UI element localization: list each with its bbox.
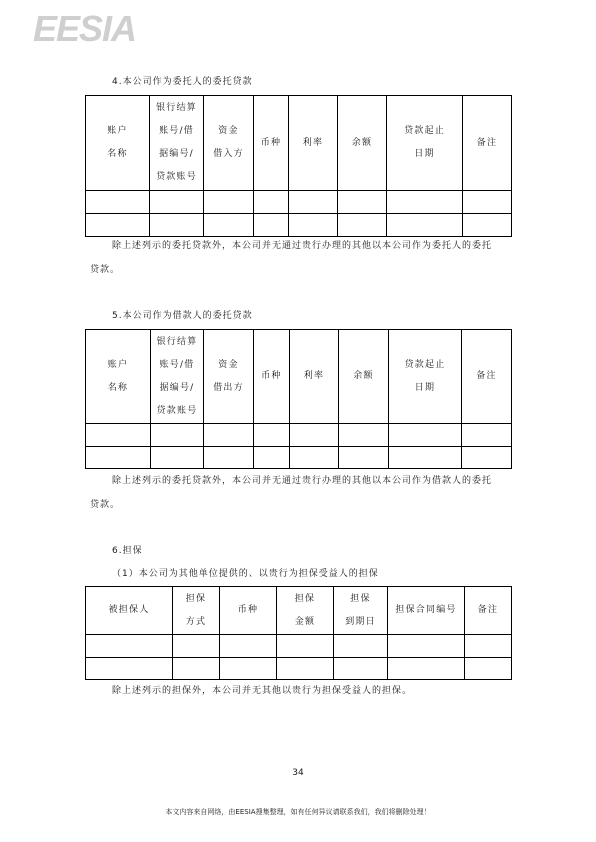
header-line: 币种 xyxy=(237,605,259,615)
header-line: 备注 xyxy=(476,137,498,148)
header-line: 名称 xyxy=(107,382,129,393)
header-loan-period xyxy=(387,96,463,191)
entrusted-loan-as-principal-table xyxy=(85,95,512,237)
footer-disclaimer: 本文内容来自网络，由EESIA搜集整理，如有任何异议请联系我们，我们将删除处理！ xyxy=(165,808,431,816)
table-cell xyxy=(334,635,388,658)
table-cell xyxy=(86,424,151,447)
table-cell xyxy=(465,635,512,658)
header-remarks xyxy=(462,330,512,424)
table-row xyxy=(86,424,512,447)
header-currency xyxy=(220,587,277,635)
table-cell xyxy=(463,214,512,237)
table-cell xyxy=(289,191,338,214)
header-line: 担保 xyxy=(185,593,207,604)
header-line: 资金 xyxy=(218,359,239,370)
header-interest-rate xyxy=(289,96,338,191)
table-row xyxy=(86,214,512,237)
header-currency xyxy=(254,96,289,191)
header-guarantee-method xyxy=(173,587,220,635)
header-line: 被担保人 xyxy=(108,605,150,615)
table-cell xyxy=(277,635,334,658)
table-cell xyxy=(290,424,339,447)
header-line: 担保 xyxy=(350,593,371,604)
header-line: 币种 xyxy=(261,371,282,381)
header-interest-rate xyxy=(290,330,339,424)
table-cell xyxy=(204,191,254,214)
section-6-note: 除上述列示的担保外，本公司并无其他以贵行为担保受益人的担保。 xyxy=(112,686,413,696)
table-header-row xyxy=(86,330,512,424)
table-cell xyxy=(173,658,220,680)
header-guarantee-maturity xyxy=(334,587,388,635)
header-fund-lender xyxy=(204,330,254,424)
header-guarantee-contract-number xyxy=(388,587,465,635)
section-5-note-line: 贷款。 xyxy=(90,500,121,510)
header-line: 备注 xyxy=(476,371,497,381)
header-line: 借出方 xyxy=(213,382,244,393)
table-cell xyxy=(339,424,389,447)
table-row xyxy=(86,658,512,680)
header-balance xyxy=(339,330,389,424)
table-cell xyxy=(338,214,387,237)
header-line: 据编号/ xyxy=(159,149,194,159)
table-cell xyxy=(339,447,389,469)
section-6-subtitle: （1）本公司为其他单位提供的、以贵行为担保受益人的担保 xyxy=(112,569,379,579)
table-cell xyxy=(173,635,220,658)
table-cell xyxy=(86,214,150,237)
table-cell xyxy=(463,191,512,214)
header-line: 金额 xyxy=(294,616,316,627)
header-currency xyxy=(254,330,290,424)
table-row xyxy=(86,191,512,214)
header-line: 到期日 xyxy=(345,616,376,627)
page-number: 34 xyxy=(292,768,304,778)
table-cell xyxy=(277,658,334,680)
header-line: 利率 xyxy=(303,371,325,381)
table-row xyxy=(86,447,512,469)
header-line: 贷款账号 xyxy=(156,405,198,416)
table-cell xyxy=(388,635,465,658)
table-header-row xyxy=(86,96,512,191)
header-account-name xyxy=(86,96,150,191)
section-5-title: 5.本公司作为借款人的委托贷款 xyxy=(112,311,253,321)
header-remarks xyxy=(463,96,512,191)
header-line: 账号/借 xyxy=(159,126,194,136)
header-account-number xyxy=(150,96,204,191)
header-guarantee-amount xyxy=(277,587,334,635)
table-cell xyxy=(204,214,254,237)
table-cell xyxy=(150,191,204,214)
header-guaranteed-party xyxy=(86,587,173,635)
table-cell xyxy=(150,214,204,237)
header-line: 余额 xyxy=(353,371,374,381)
header-line: 据编号/ xyxy=(159,382,195,393)
header-line: 账户 xyxy=(107,126,128,136)
header-line: 日期 xyxy=(414,149,435,159)
section-5-note-line: 除上述列示的委托贷款外，本公司并无通过贵行办理的其他以本公司作为借款人的委托 xyxy=(112,476,493,486)
header-line: 贷款起止 xyxy=(404,126,445,136)
table-cell xyxy=(389,424,462,447)
header-line: 日期 xyxy=(414,382,436,393)
table-cell xyxy=(387,191,463,214)
header-fund-borrower xyxy=(204,96,254,191)
table-cell xyxy=(86,658,173,680)
header-line: 账号/借 xyxy=(159,359,195,370)
section-6-title: 6.担保 xyxy=(112,546,143,556)
header-line: 贷款账号 xyxy=(156,172,197,182)
header-remarks xyxy=(465,587,512,635)
table-cell xyxy=(254,424,290,447)
guarantee-table xyxy=(85,586,512,680)
table-cell xyxy=(388,658,465,680)
table-cell xyxy=(254,214,289,237)
table-header-row xyxy=(86,587,512,635)
table-cell xyxy=(86,191,150,214)
table-cell xyxy=(204,424,254,447)
table-cell xyxy=(151,424,204,447)
header-account-name xyxy=(86,330,151,424)
header-loan-period xyxy=(389,330,462,424)
table-cell xyxy=(86,447,151,469)
header-line: 银行结算 xyxy=(156,336,198,347)
table-cell xyxy=(338,191,387,214)
header-line: 贷款起止 xyxy=(404,359,446,370)
table-cell xyxy=(290,447,339,469)
section-4-title: 4.本公司作为委托人的委托贷款 xyxy=(112,77,253,87)
header-line: 方式 xyxy=(185,616,207,627)
header-line: 账户 xyxy=(107,359,129,370)
eesia-logo: EESIA xyxy=(33,8,137,49)
table-cell xyxy=(204,447,254,469)
header-line: 资金 xyxy=(218,126,239,136)
table-cell xyxy=(220,635,277,658)
table-cell xyxy=(387,214,463,237)
header-line: 名称 xyxy=(107,149,128,159)
table-row xyxy=(86,635,512,658)
header-line: 余额 xyxy=(351,137,373,148)
table-cell xyxy=(151,447,204,469)
section-4-note-line: 除上述列示的委托贷款外，本公司并无通过贵行办理的其他以本公司作为委托人的委托 xyxy=(112,241,493,251)
header-account-number xyxy=(151,330,204,424)
table-cell xyxy=(220,658,277,680)
table-cell xyxy=(465,658,512,680)
header-line: 借入方 xyxy=(213,149,244,159)
section-4-note-line: 贷款。 xyxy=(90,265,121,275)
table-cell xyxy=(289,214,338,237)
header-line: 担保合同编号 xyxy=(395,605,457,615)
header-line: 担保 xyxy=(294,593,316,604)
table-cell xyxy=(462,447,512,469)
table-cell xyxy=(462,424,512,447)
entrusted-loan-as-borrower-table xyxy=(85,329,512,469)
header-line: 币种 xyxy=(260,137,282,148)
table-cell xyxy=(389,447,462,469)
table-cell xyxy=(334,658,388,680)
header-line: 备注 xyxy=(477,605,499,615)
header-balance xyxy=(338,96,387,191)
table-cell xyxy=(254,447,290,469)
header-line: 银行结算 xyxy=(156,103,197,113)
table-cell xyxy=(86,635,173,658)
table-cell xyxy=(254,191,289,214)
header-line: 利率 xyxy=(302,137,324,148)
